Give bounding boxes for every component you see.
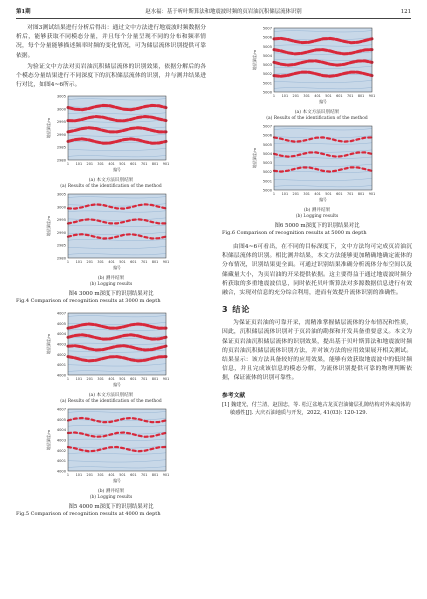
x-tick-label: 501: [119, 162, 126, 167]
x-tick-label: 201: [86, 473, 94, 478]
y-tick-label: 5001: [262, 179, 272, 184]
x-tick-label: 901: [162, 162, 170, 167]
y-tick-label: 2980: [56, 158, 66, 163]
y-tick-label: 3005: [56, 94, 66, 99]
y-tick-label: 4003: [56, 438, 66, 443]
x-tick-label: 201: [86, 260, 94, 265]
y-tick-label: 4001: [56, 363, 66, 368]
x-tick-label: 501: [325, 192, 332, 196]
fig5b-caption-en: (b) Logging results: [89, 495, 133, 501]
y-tick-label: 5003: [262, 63, 272, 68]
x-tick-label: 601: [336, 192, 343, 196]
y-tick-label: 2985: [56, 146, 66, 151]
y-tick-label: 4007: [56, 407, 66, 412]
paragraph-2: 为验证文中方法对页岩油沉积储层流体的识别效果，依据分解后的各个模态分量结果进行不同深度下的沉积储层流体的识别，并与测井结果进行对比，如图4~6所示。: [16, 63, 206, 89]
x-axis-label: 编号: [113, 382, 121, 388]
fig6-title-cn: 图6 5000 m深度下的识别结果对比: [274, 223, 360, 229]
fig5-title-en: Fig.5 Comparison of recognition results at 4000 m depth: [16, 511, 161, 518]
y-tick-label: 5006: [262, 35, 272, 40]
paragraph-1: 对图3测试结果进行分析后得出：通过文中方法进行地震波时频数据分析后，能够获取不同模态分量，并且每个分量呈现不同的分布和频率情况，每个分量能够描述频率时频的变化情况，可为储层流体识别提供可靠依据。: [16, 25, 206, 59]
fig4a-caption-en: (a) Results of the identification of the method: [60, 184, 162, 190]
x-tick-label: 501: [325, 94, 332, 98]
x-tick-label: 601: [130, 260, 137, 265]
x-tick-label: 401: [314, 192, 321, 196]
y-tick-label: 4005: [56, 322, 66, 327]
fig6b-caption-en: (b) Logging results: [295, 214, 339, 219]
x-tick-label: 1: [66, 260, 70, 265]
fig6-title-en: Fig.6 Comparison of recognition results at 5000 m depth: [222, 230, 367, 236]
fig5a-caption-en: (a) Results of the identification of the method: [60, 399, 162, 405]
fig5-title-cn: 图5 4000 m深度下的识别结果对比: [68, 504, 154, 511]
paragraph-3: 由图4~6可看出，在不同的目标深度下，文中方法均可完成页岩油沉积储层流体的识别。相比测井结果，本文方法能够更加精确地确定流体的分布情况，识别结果更全面。可通过识别结果准确分析流体分布空间以及储藏量大小，为页岩油的开采提供依据。这主要得益于通过地震波时频分析获取的多重地震波信息，同时依托贝叶斯算法对多源数据信息进行有效融合，实现对信息的充分综合利用，进而有效提升流体识别的准确性。: [222, 244, 412, 297]
references-heading: 参考文献: [222, 392, 246, 399]
x-tick-label: 401: [108, 162, 115, 167]
y-tick-label: 5005: [262, 142, 272, 147]
y-tick-label: 5005: [262, 44, 272, 49]
x-tick-label: 201: [292, 94, 300, 98]
fig6a-caption-cn: (a) 本文方法识别结果: [294, 110, 340, 115]
x-tick-label: 301: [97, 260, 104, 265]
y-tick-label: 2980: [56, 256, 66, 261]
x-tick-label: 101: [281, 94, 289, 98]
fig4-title-cn: 图4 3000 m深度下的识别结果对比: [68, 291, 154, 298]
reference-1: [1] 魏建光，付兰清，赵国忠，等. 松辽盆地古龙页岩油储层孔隙结构对外来流体的敏感性[J]. 大庆石油地质与开发，2022, 41(03): 120-129.: [222, 401, 411, 416]
x-tick-label: 701: [140, 473, 148, 478]
x-tick-label: 201: [86, 162, 94, 167]
y-axis-label: 地层深度/m: [46, 334, 51, 355]
x-axis-label: 编号: [319, 197, 327, 202]
x-tick-label: 201: [86, 377, 94, 382]
x-tick-label: 401: [314, 94, 321, 98]
x-tick-label: 301: [303, 192, 310, 196]
y-tick-label: 3005: [56, 192, 66, 197]
figure-6: [222, 24, 412, 237]
section-title-conclusion: 3 结论: [222, 305, 251, 315]
x-tick-label: 101: [75, 473, 83, 478]
x-tick-label: 1: [66, 162, 70, 167]
fig5b-plot: [16, 405, 206, 485]
x-tick-label: 1: [272, 94, 276, 98]
y-tick-label: 5004: [262, 151, 272, 156]
y-tick-label: 4000: [56, 373, 66, 378]
x-tick-label: 1: [66, 377, 70, 382]
y-tick-label: 2995: [56, 120, 66, 125]
y-tick-label: 5003: [262, 161, 272, 166]
x-tick-label: 801: [151, 473, 159, 478]
x-tick-label: 401: [108, 260, 115, 265]
running-title: 赵水福：基于听叶斯算法和地震波时频的页岩油沉积储层流体识别: [145, 9, 302, 15]
y-tick-label: 2990: [56, 231, 66, 236]
y-tick-label: 5000: [262, 188, 272, 193]
x-tick-label: 301: [97, 377, 104, 382]
y-tick-label: 4005: [56, 418, 66, 423]
x-tick-label: 801: [151, 162, 159, 167]
x-tick-label: 901: [368, 94, 376, 98]
x-tick-label: 101: [75, 162, 83, 167]
running-header: [16, 6, 411, 19]
x-tick-label: 501: [119, 377, 126, 382]
x-axis-label: 编号: [113, 167, 121, 173]
x-tick-label: 601: [336, 94, 343, 98]
x-tick-label: 801: [151, 377, 159, 382]
x-tick-label: 801: [357, 192, 365, 196]
y-tick-label: 5004: [262, 53, 272, 58]
fig6b-plot: [222, 122, 412, 204]
x-tick-label: 901: [162, 377, 170, 382]
fig4b-caption-en: (b) Logging results: [89, 282, 133, 288]
x-tick-label: 801: [151, 260, 159, 265]
y-tick-label: 5002: [262, 170, 272, 175]
x-tick-label: 401: [108, 473, 115, 478]
y-tick-label: 5007: [262, 26, 272, 31]
fig6b-caption-cn: (b) 测井结果: [303, 208, 331, 213]
x-tick-label: 701: [140, 162, 148, 167]
y-tick-label: 4007: [56, 311, 66, 316]
y-tick-label: 4002: [56, 449, 66, 454]
x-tick-label: 901: [162, 260, 170, 265]
fig4a-plot: [16, 92, 206, 174]
x-tick-label: 401: [108, 377, 115, 382]
fig4b-caption-cn: (b) 测井结果: [97, 276, 125, 282]
x-tick-label: 101: [75, 260, 83, 265]
x-tick-label: 601: [130, 162, 137, 167]
x-axis-label: 编号: [113, 478, 121, 484]
fig5a-caption-cn: (a) 本文方法识别结果: [88, 393, 134, 399]
x-tick-label: 901: [368, 192, 376, 196]
x-tick-label: 101: [281, 192, 289, 196]
y-tick-label: 4002: [56, 353, 66, 358]
figure-4: [16, 92, 206, 305]
y-tick-label: 5007: [262, 124, 272, 129]
x-tick-label: 201: [292, 192, 300, 196]
x-tick-label: 901: [162, 473, 170, 478]
x-tick-label: 301: [303, 94, 310, 98]
figure-5: [16, 309, 206, 518]
y-tick-label: 5001: [262, 81, 272, 86]
x-tick-label: 301: [97, 473, 104, 478]
x-tick-label: 101: [75, 377, 83, 382]
y-tick-label: 2985: [56, 244, 66, 249]
y-tick-label: 4001: [56, 459, 66, 464]
x-axis-label: 编号: [113, 265, 121, 271]
x-tick-label: 701: [140, 377, 148, 382]
fig4b-plot: [16, 190, 206, 272]
left-column: [16, 24, 206, 518]
y-axis-label: 地层深度/m: [46, 118, 51, 139]
x-tick-label: 501: [119, 260, 126, 265]
fig4a-caption-cn: (a) 本文方法识别结果: [88, 178, 134, 184]
fig4-title-en: Fig.4 Comparison of recognition results at 3000 m depth: [16, 298, 161, 305]
x-tick-label: 1: [66, 473, 70, 478]
y-axis-label: 地层深度/m: [252, 147, 257, 169]
y-axis-label: 地层深度/m: [46, 216, 51, 237]
y-tick-label: 5002: [262, 72, 272, 77]
x-tick-label: 1: [272, 192, 276, 196]
x-tick-label: 601: [130, 377, 137, 382]
y-tick-label: 4004: [56, 332, 66, 337]
y-tick-label: 4000: [56, 469, 66, 474]
y-axis-label: 地层深度/m: [46, 430, 51, 451]
y-tick-label: 4004: [56, 428, 66, 433]
y-tick-label: 2995: [56, 218, 66, 223]
right-column: [222, 24, 412, 417]
x-axis-label: 编号: [319, 99, 327, 104]
y-tick-label: 3000: [56, 107, 66, 112]
y-tick-label: 4003: [56, 342, 66, 347]
fig6a-plot: [222, 24, 412, 106]
x-tick-label: 701: [140, 260, 148, 265]
x-tick-label: 501: [119, 473, 126, 478]
paragraph-4: 为保证页岩油的可靠开采，需精准掌握储层流体的分布情况和性质，因此，沉积储层流体识别对于页岩油的勘探和开发具备重要意义。本文为保证页岩油沉积储层流体的识别效果，提出基于贝叶斯算法和地震波时频的页岩油沉积储层流体识别方法，并对该方法的应用效果展开相关测试。结果显示：该方法具备较好的应用效果，能够有效获取地震波中的低时频信息，并且完成该信息的模态分解，为流体识别提供可靠的物理判断依据，保证流体的识别可靠性。: [222, 320, 412, 382]
page-number: 121: [400, 9, 411, 15]
x-tick-label: 701: [346, 94, 354, 98]
issue-label: 第1期: [16, 9, 31, 15]
y-axis-label: 地层深度/m: [252, 49, 257, 71]
y-tick-label: 5000: [262, 90, 272, 95]
y-tick-label: 5006: [262, 133, 272, 138]
fig5b-caption-cn: (b) 测井结果: [97, 489, 125, 495]
y-tick-label: 2990: [56, 133, 66, 138]
x-tick-label: 701: [346, 192, 354, 196]
y-tick-label: 3000: [56, 205, 66, 210]
fig6a-caption-en: (a) Results of the identification of the method: [266, 116, 368, 121]
x-tick-label: 301: [97, 162, 104, 167]
x-tick-label: 801: [357, 94, 365, 98]
fig5a-plot: [16, 309, 206, 389]
x-tick-label: 601: [130, 473, 137, 478]
